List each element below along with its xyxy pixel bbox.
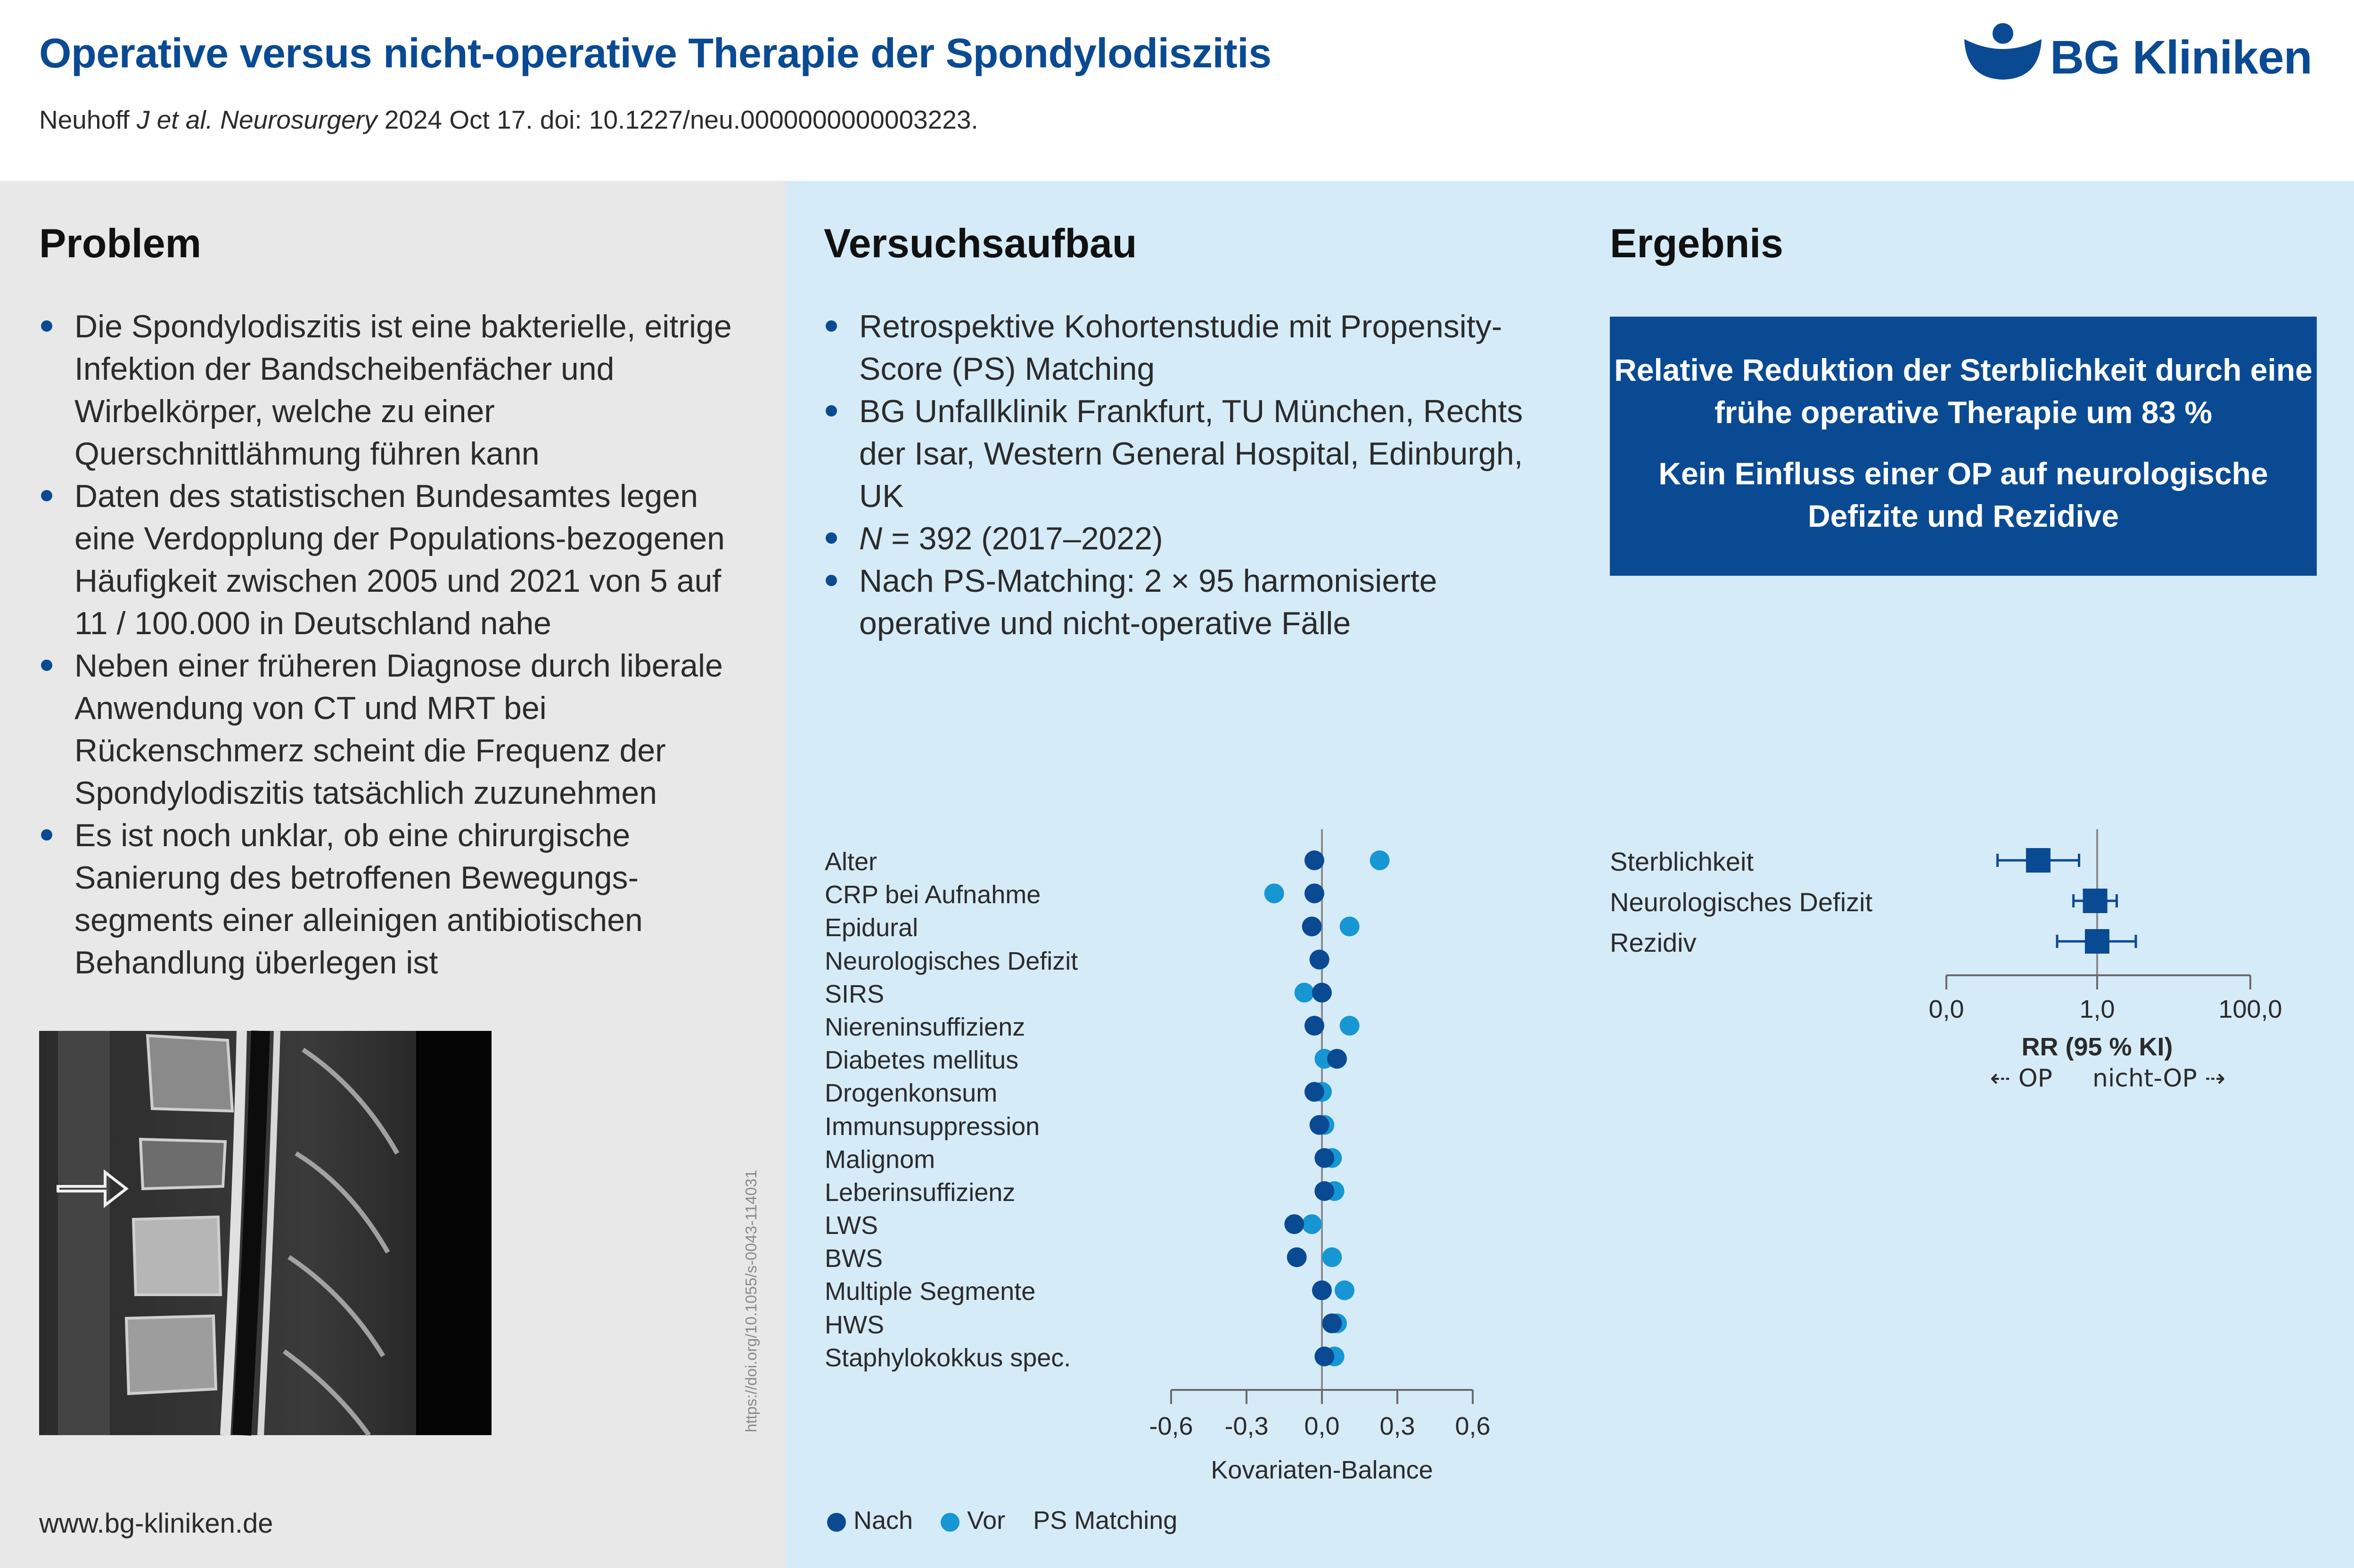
list-item: Die Spondylodiszitis ist eine bakterielle, eitrige Infektion der Bandscheibenfächer und Wirbelkörper, welche zu einer Querschnittlähmung führen kann	[39, 305, 755, 475]
problem-heading: Problem	[39, 221, 202, 266]
covariate-label: Diabetes mellitus	[825, 1046, 1019, 1075]
point-nach	[1304, 850, 1324, 870]
covariate-balance-chart	[1122, 820, 1546, 1494]
covariate-label: Drogenkonsum	[825, 1079, 998, 1108]
problem-list	[39, 305, 755, 984]
point-vor	[1370, 850, 1390, 870]
citation-doi: 2024 Oct 17. doi: 10.1227/neu.0000000000003223.	[377, 105, 978, 134]
legend-dot-nach	[827, 1513, 846, 1532]
point-nach	[1314, 1148, 1334, 1168]
point-nach	[1314, 1181, 1334, 1201]
setup-list	[824, 305, 1573, 645]
citation-prefix: Neuhoff	[39, 105, 137, 134]
point-vor	[1295, 983, 1314, 1003]
covariate-labels	[825, 845, 1078, 1374]
point-nach	[1287, 1247, 1307, 1267]
covariate-label: LWS	[825, 1211, 878, 1240]
estimate-marker	[2026, 848, 2051, 873]
x-tick-label: 1,0	[2079, 995, 2115, 1023]
x-tick-label: -0,6	[1149, 1412, 1193, 1440]
mri-scan-illustration	[39, 1031, 492, 1435]
covariate-label: CRP bei Aufnahme	[825, 881, 1041, 909]
x-axis-label: RR (95 % KI)	[2021, 1033, 2173, 1061]
point-nach	[1304, 1016, 1324, 1036]
point-nach	[1312, 1281, 1332, 1300]
point-nach	[1302, 916, 1322, 936]
result-line-deficit: Kein Einfluss einer OP auf neurologische Defizite und Rezidive	[1658, 456, 2268, 533]
legend-nach: Nach	[853, 1506, 913, 1535]
covariate-label: Alter	[825, 848, 878, 876]
covariate-label: Neurologisches Defizit	[825, 947, 1078, 975]
result-heading: Ergebnis	[1610, 221, 1783, 266]
point-nach	[1312, 983, 1332, 1003]
list-item: Es ist noch unklar, ob eine chirurgische Sanierung des betroffenen Bewegungs-segments einer alleinigen antibiotischen Behandlung überlegen ist	[39, 814, 755, 984]
covariate-label: Multiple Segmente	[825, 1277, 1036, 1306]
x-tick-label: 0,0	[1304, 1412, 1340, 1440]
point-vor	[1302, 1214, 1322, 1234]
covariate-label: HWS	[825, 1310, 884, 1339]
list-item: Daten des statistischen Bundesamtes legen eine Verdopplung der Populations-bezogenen Häufigkeit zwischen 2005 und 2021 von 5 auf 11 / 100.000 in Deutschland nahe	[39, 475, 755, 645]
legend-vor: Vor	[967, 1506, 1006, 1535]
point-nach	[1310, 1115, 1329, 1135]
legend-dot-vor	[941, 1513, 960, 1532]
logo-icon	[1960, 21, 2045, 87]
covariate-label: Epidural	[825, 914, 919, 942]
covariate-label: BWS	[825, 1244, 883, 1273]
point-nach	[1284, 1214, 1304, 1234]
citation	[39, 105, 978, 135]
covariate-label: Staphylokokkus spec.	[825, 1343, 1071, 1372]
point-nach	[1322, 1314, 1342, 1333]
point-nach	[1304, 1082, 1324, 1102]
point-vor	[1322, 1247, 1342, 1267]
covariate-label: Malignom	[825, 1145, 935, 1174]
covariate-label: Leberinsuffizienz	[825, 1178, 1016, 1207]
n-value: = 392 (2017–2022)	[882, 521, 1163, 556]
legend-ps-matching: PS Matching	[1033, 1506, 1178, 1535]
page-title: Operative versus nicht-operative Therapie der Spondylodiszitis	[39, 30, 1271, 76]
point-nach	[1310, 950, 1329, 970]
logo-text: BG Kliniken	[2050, 31, 2312, 84]
outcome-label: Sterblichkeit	[1610, 847, 1754, 876]
forest-plot	[1928, 820, 2300, 1121]
covariate-label: SIRS	[825, 980, 885, 1008]
list-item	[824, 517, 1573, 560]
x-axis-label: Kovariaten-Balance	[1211, 1456, 1433, 1484]
x-tick-label: -0,3	[1224, 1412, 1269, 1440]
covariate-label: Niereninsuffizienz	[825, 1013, 1025, 1041]
list-item: BG Unfallklinik Frankfurt, TU München, Rechts der Isar, Western General Hospital, Edinburgh, UK	[824, 390, 1573, 517]
x-tick-label: 100,0	[2218, 995, 2282, 1023]
x-tick-label: 0,0	[1928, 995, 1964, 1023]
x-tick-label: 0,6	[1455, 1412, 1491, 1440]
outcome-label: Rezidiv	[1610, 928, 1697, 957]
point-vor	[1340, 916, 1360, 936]
point-vor	[1264, 883, 1284, 903]
result-line-mortality: Relative Reduktion der Sterblichkeit durch eine frühe operative Therapie um 83 %	[1614, 352, 2313, 430]
forest-labels	[1610, 845, 1872, 967]
x-tick-label: 0,3	[1379, 1412, 1415, 1440]
list-item: Retrospektive Kohortenstudie mit Propensity-Score (PS) Matching	[824, 305, 1573, 390]
n-symbol: N	[859, 521, 883, 556]
image-credit[interactable]: https://doi.org/10.1055/s-0043-114031	[742, 1169, 760, 1432]
direction-op: ⇠ OP	[1990, 1064, 2052, 1093]
point-vor	[1340, 1016, 1360, 1036]
list-item: Nach PS-Matching: 2 × 95 harmonisierte operative und nicht-operative Fälle	[824, 560, 1573, 645]
mri-image	[39, 1031, 492, 1435]
estimate-marker	[2083, 889, 2108, 913]
result-box	[1610, 317, 2317, 576]
setup-heading: Versuchsaufbau	[824, 221, 1137, 266]
point-vor	[1335, 1281, 1354, 1300]
estimate-marker	[2085, 929, 2109, 954]
chart-legend	[827, 1506, 1177, 1535]
bg-kliniken-logo[interactable]	[1960, 21, 2328, 87]
direction-nicht-op: nicht-OP ⇢	[2092, 1064, 2225, 1093]
outcome-label: Neurologisches Defizit	[1610, 887, 1873, 917]
point-nach	[1314, 1347, 1334, 1366]
point-nach	[1327, 1049, 1347, 1069]
point-nach	[1304, 883, 1324, 903]
list-item: Neben einer früheren Diagnose durch liberale Anwendung von CT und MRT bei Rückenschmerz scheint die Frequenz der Spondylodiszitis tatsächlich zuzunehmen	[39, 645, 755, 814]
website-link[interactable]: www.bg-kliniken.de	[39, 1508, 273, 1539]
citation-journal: J et al. Neurosurgery	[136, 105, 377, 134]
covariate-label: Immunsuppression	[825, 1112, 1040, 1141]
